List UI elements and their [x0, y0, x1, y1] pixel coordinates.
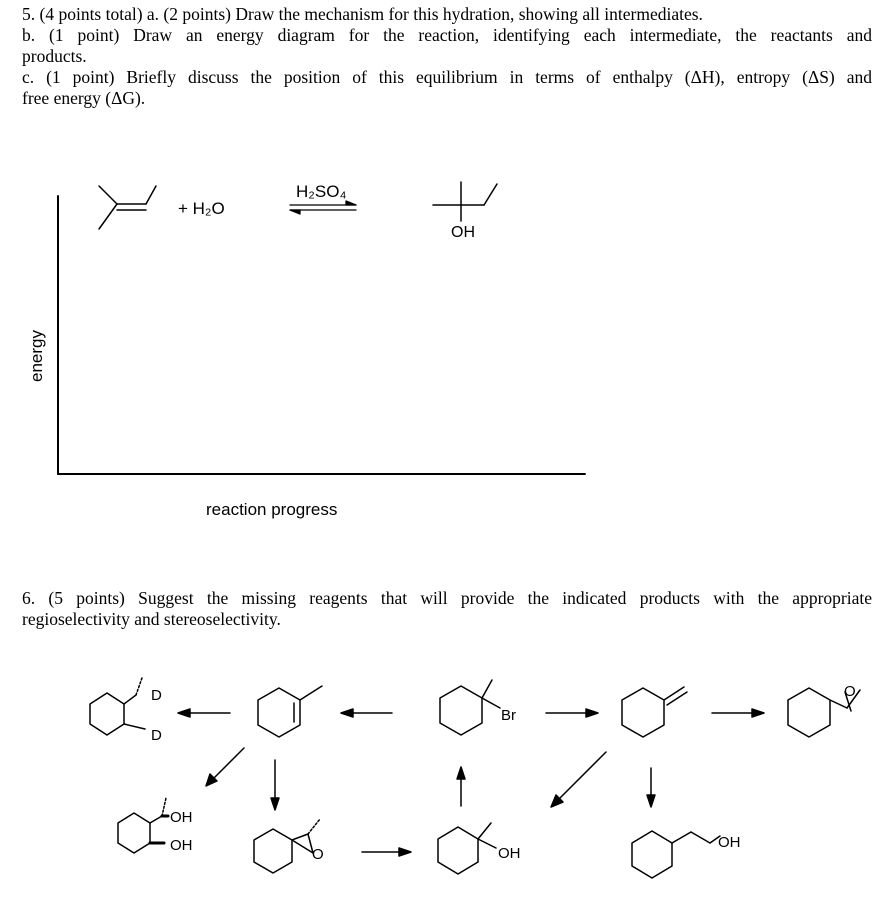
product-alcohol: [433, 182, 497, 221]
q6-line-2: regioselectivity and stereoselectivity.: [22, 609, 281, 629]
deuterium-label-1: D: [151, 687, 162, 704]
arrow-to-tertiary-alcohol: [551, 752, 606, 807]
arrow-to-methylcyclohexene: [341, 709, 392, 717]
deuterium-label-2: D: [151, 727, 162, 744]
energy-axes: [58, 196, 585, 474]
arrow-to-ketone: [712, 709, 764, 717]
ketone-oxygen-label: O: [844, 683, 856, 700]
catalyst-label: H₂SO₄: [296, 182, 347, 201]
q5-line-5: free energy (ΔG).: [22, 88, 146, 108]
progress-axis-label: reaction progress: [206, 500, 338, 519]
cis-diol: [118, 798, 168, 853]
arrow-to-diol: [206, 748, 244, 786]
methylcyclohexene: [258, 686, 322, 737]
diol-oh-label-1: OH: [170, 809, 193, 826]
bromine-label: Br: [501, 707, 516, 724]
arrow-to-dideuterio: [178, 709, 230, 717]
energy-axis-label: energy: [27, 330, 46, 382]
plus-water: + H₂O: [178, 199, 225, 218]
tertiary-alcohol: [438, 823, 496, 874]
tertiary-oh-label: OH: [498, 845, 521, 862]
arrow-epoxide-to-alcohol: [362, 848, 411, 856]
epoxide: [254, 819, 320, 873]
bromomethylcyclohexane: [440, 680, 500, 735]
diol-oh-label-2: OH: [170, 837, 193, 854]
epoxide-oxygen-label: O: [312, 846, 324, 863]
arrow-to-methylenecyclohexane: [546, 709, 598, 717]
equilibrium-arrows: [290, 201, 356, 214]
reactant-alkene: [99, 186, 156, 229]
methylenecyclohexane: [622, 687, 687, 737]
product-oh-label: OH: [451, 224, 475, 241]
arrow-to-primary-alcohol: [647, 768, 655, 807]
primary-alcohol: [632, 831, 720, 878]
primary-oh-label: OH: [718, 834, 741, 851]
q5-line-2: b. (1 point) Draw an energy diagram for the reaction, identifying each intermediate, the reactants and: [22, 25, 872, 45]
q5-line-4: c. (1 point) Briefly discuss the position of this equilibrium in terms of enthalpy (ΔH), entropy (ΔS) and: [22, 67, 872, 87]
arrow-to-epoxide: [271, 760, 279, 810]
q6-line-1: 6. (5 points) Suggest the missing reagents that will provide the indicated products with the appropriate: [22, 588, 872, 608]
arrow-to-bromide: [457, 767, 465, 806]
dideuterio-cyclohexane: [90, 678, 145, 735]
q5-line-3: products.: [22, 46, 87, 66]
q5-line-1: 5. (4 points total) a. (2 points) Draw the mechanism for this hydration, showing all intermediates.: [22, 4, 703, 24]
